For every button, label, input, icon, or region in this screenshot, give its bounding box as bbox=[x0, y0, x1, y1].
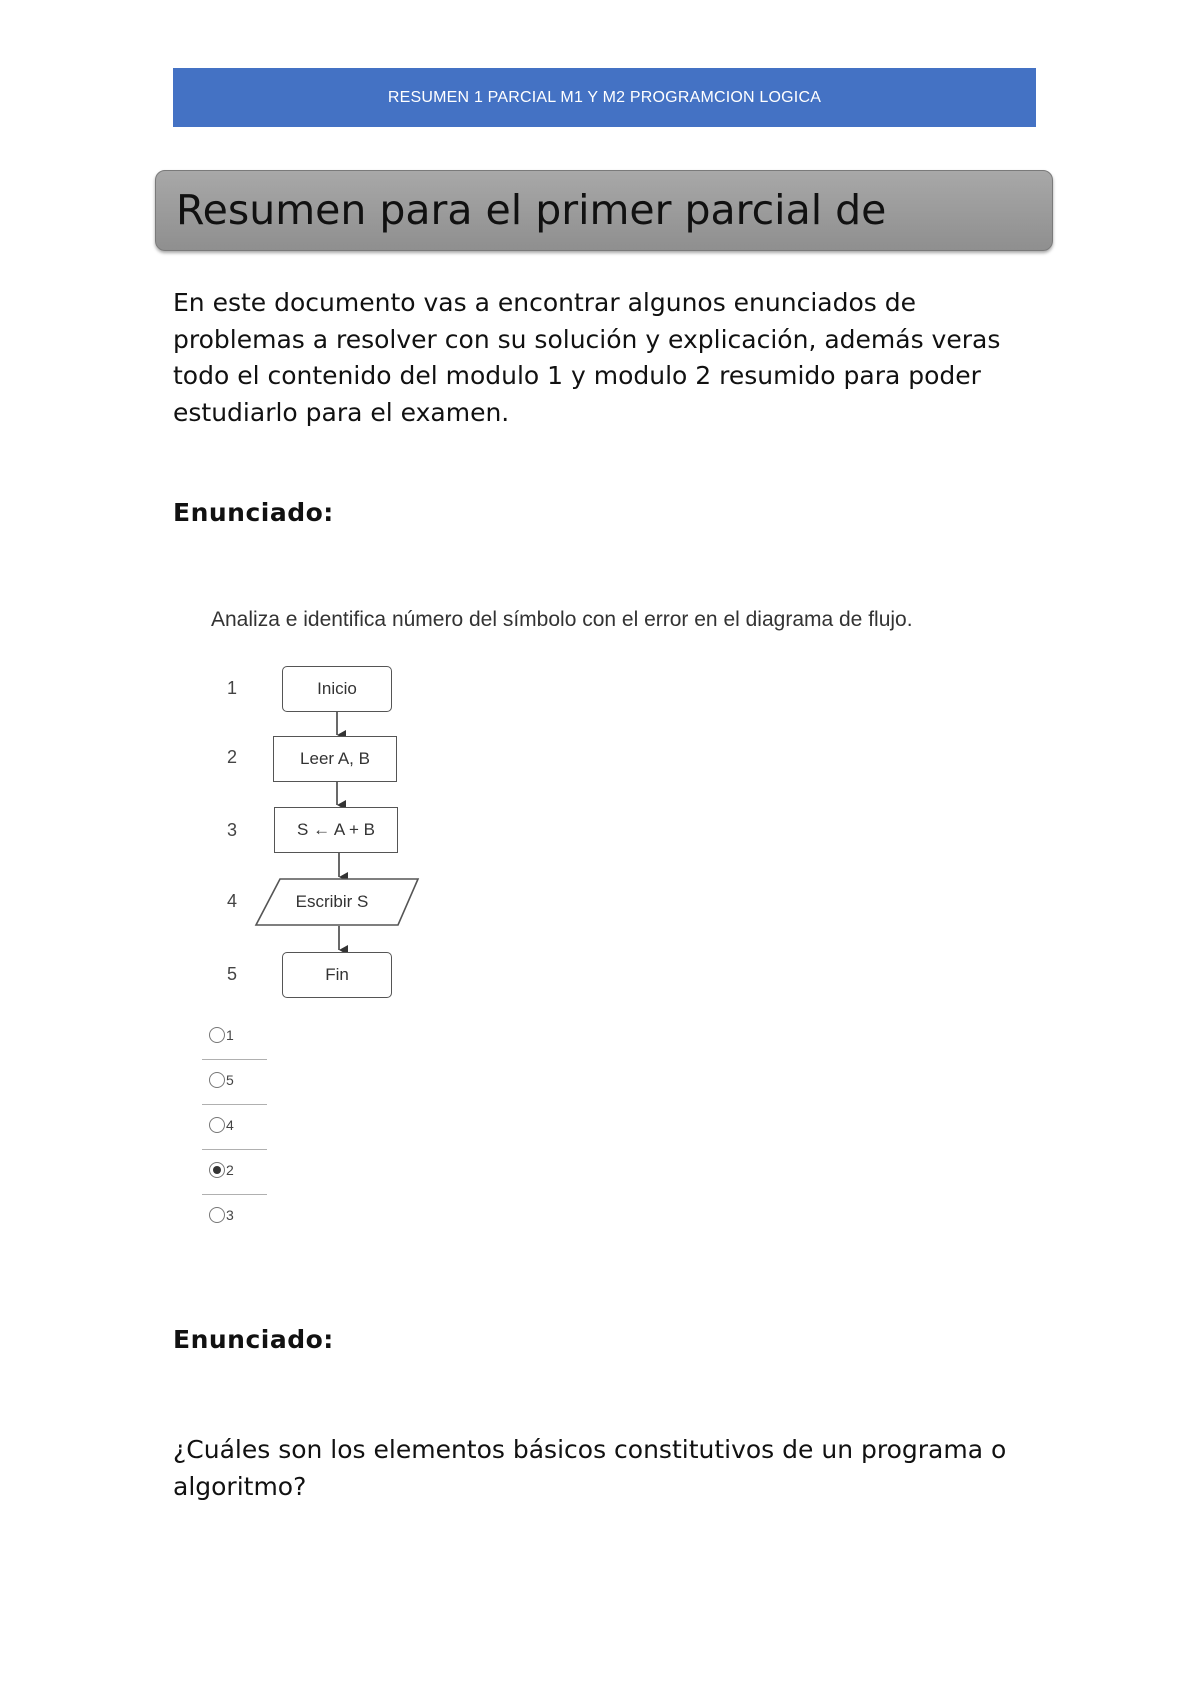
section-label-1: Enunciado: bbox=[173, 498, 334, 527]
radio-icon[interactable] bbox=[209, 1207, 225, 1223]
answer-option-5[interactable] bbox=[200, 1061, 268, 1105]
answer-option-label: 3 bbox=[226, 1207, 234, 1223]
answer-option-4[interactable] bbox=[200, 1106, 268, 1150]
radio-icon[interactable] bbox=[209, 1072, 225, 1088]
answer-option-2[interactable] bbox=[200, 1151, 268, 1195]
flowchart-process-symbol: S ← A + B bbox=[274, 807, 398, 853]
answer-option-1[interactable] bbox=[200, 1016, 268, 1060]
step-number-3: 3 bbox=[227, 820, 238, 840]
flowchart-end-symbol: Fin bbox=[282, 952, 392, 998]
exercise-figure bbox=[200, 598, 980, 1248]
intro-paragraph: En este documento vas a encontrar algunos enunciados de problemas a resolver con su solución y explicación, además veras todo el contenido del modulo 1 y modulo 2 resumido para poder estudiarlo para el examen. bbox=[173, 288, 1001, 427]
answer-option-label: 5 bbox=[226, 1072, 234, 1088]
answer-option-label: 4 bbox=[226, 1117, 234, 1133]
document-title: Resumen para el primer parcial de bbox=[176, 186, 887, 234]
answer-option-label: 1 bbox=[226, 1027, 234, 1043]
radio-icon[interactable] bbox=[209, 1117, 225, 1133]
flowchart-output-symbol: Escribir S bbox=[295, 892, 369, 911]
radio-selected-icon[interactable] bbox=[209, 1162, 225, 1178]
answer-option-3[interactable] bbox=[200, 1196, 268, 1240]
flowchart-input-symbol: Leer A, B bbox=[273, 736, 397, 782]
option-divider bbox=[202, 1194, 267, 1195]
option-divider bbox=[202, 1149, 267, 1150]
exercise-caption: Analiza e identifica número del símbolo con el error en el diagrama de flujo. bbox=[211, 608, 913, 631]
step-number-5: 5 bbox=[227, 964, 238, 984]
option-divider bbox=[202, 1104, 267, 1105]
section-label-2: Enunciado: bbox=[173, 1325, 334, 1354]
option-divider bbox=[202, 1059, 267, 1060]
radio-icon[interactable] bbox=[209, 1027, 225, 1043]
flowchart-start-symbol: Inicio bbox=[282, 666, 392, 712]
title-box bbox=[155, 170, 1053, 251]
step-number-1: 1 bbox=[227, 678, 238, 698]
step-number-4: 4 bbox=[227, 891, 238, 911]
answer-option-label: 2 bbox=[226, 1162, 234, 1178]
document-header bbox=[173, 68, 1036, 127]
question-text: ¿Cuáles son los elementos básicos constitutivos de un programa o algoritmo? bbox=[173, 1435, 1007, 1501]
header-text: RESUMEN 1 PARCIAL M1 Y M2 PROGRAMCION LOGICA bbox=[387, 88, 822, 106]
step-number-2: 2 bbox=[227, 747, 238, 767]
